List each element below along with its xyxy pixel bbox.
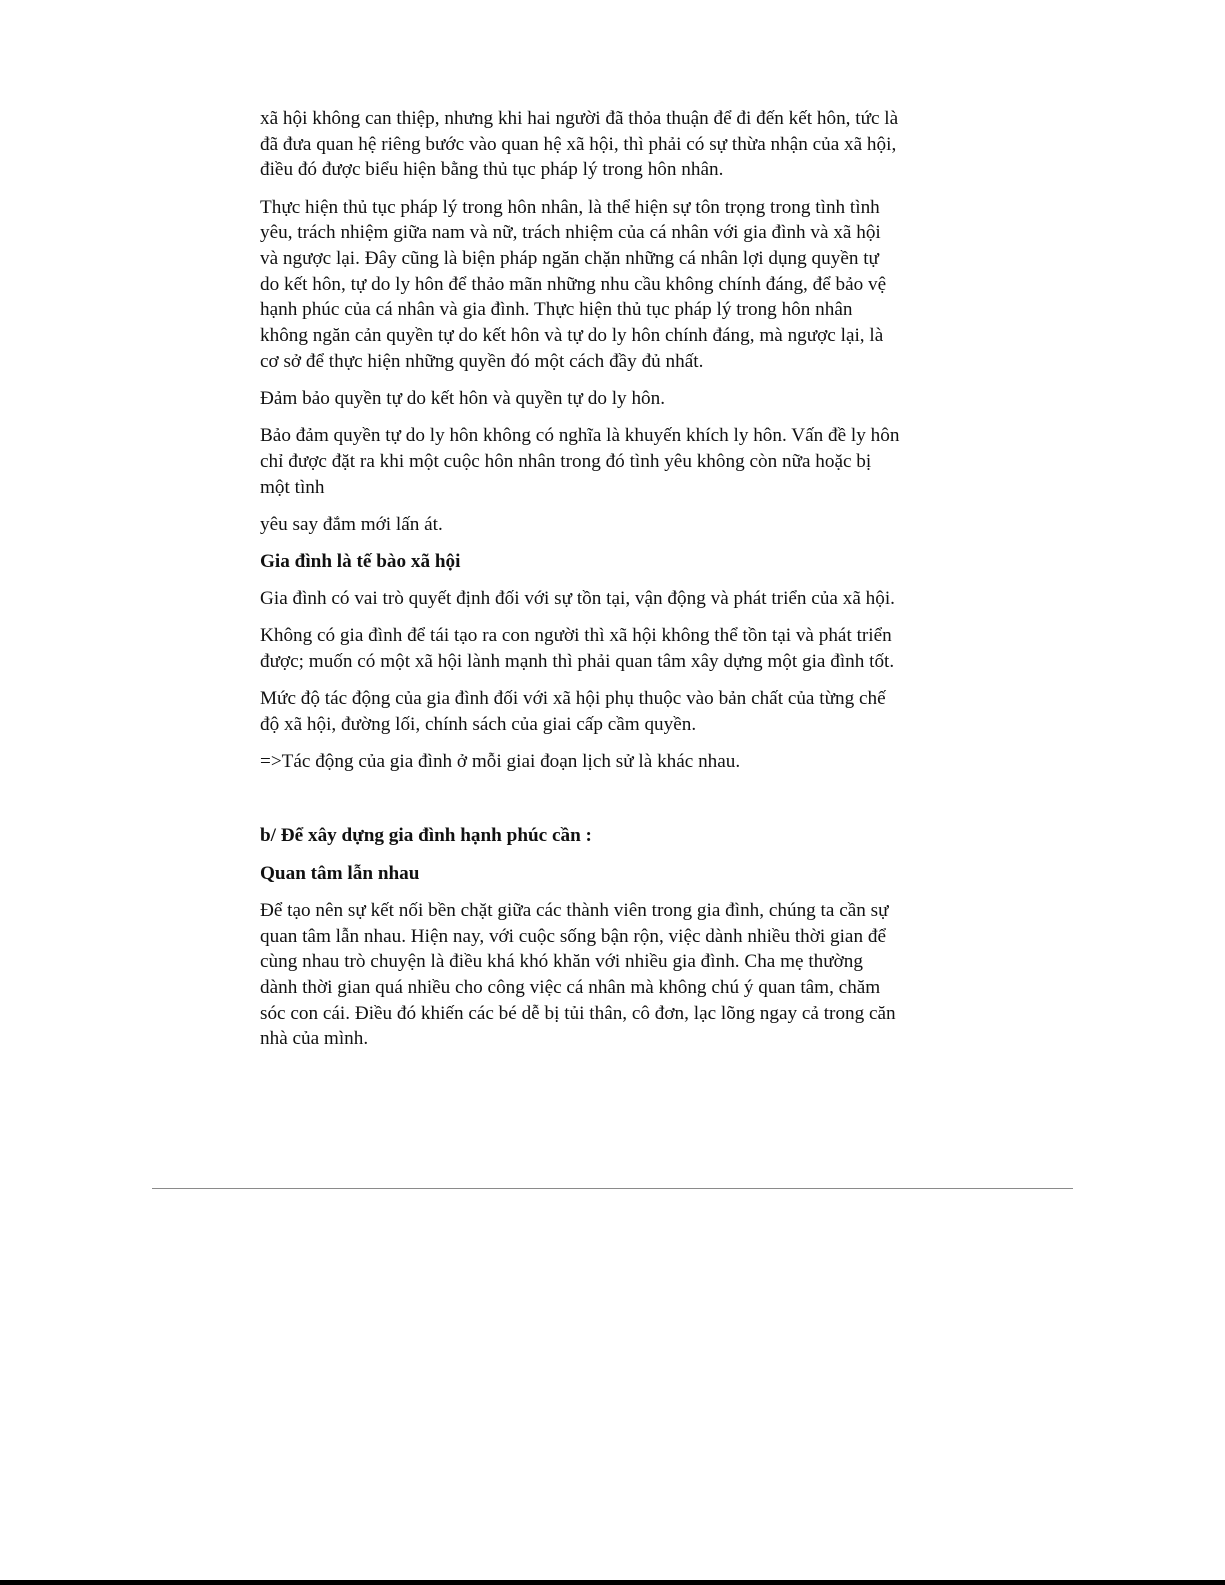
bottom-edge-bar: [0, 1580, 1225, 1585]
heading-section-b: b/ Để xây dựng gia đình hạnh phúc cần :: [260, 825, 592, 847]
heading-family-cell: Gia đình là tế bào xã hội: [260, 551, 461, 573]
paragraph-divorce: Bảo đảm quyền tự do ly hôn không có nghĩa là khuyến khích ly hôn. Vấn đề ly hôn chỉ được đặt ra khi một cuộc hôn nhân trong đó tình yêu không còn nữa hoặc bị một tình: [260, 425, 900, 498]
document-page-content: [260, 106, 965, 1064]
page-divider-line: [152, 1188, 1073, 1189]
paragraph-family-role: Gia đình có vai trò quyết định đối với sự tồn tại, vận động và phát triển của xã hội.: [260, 588, 895, 610]
paragraph-mutual-care: Để tạo nên sự kết nối bền chặt giữa các thành viên trong gia đình, chúng ta cần sự quan tâm lẫn nhau. Hiện nay, với cuộc sống bận rộn, việc dành nhiều thời gian để cùng nhau trò chuyện là điều khá khó khăn với nhiều gia đình. Cha mẹ thường dành thời gian quá nhiều cho công việc cá nhân mà không chú ý quan tâm, chăm sóc con cái. Điều đó khiến các bé dễ bị tủi thân, cô đơn, lạc lõng ngay cả trong căn nhà của mình.: [260, 899, 896, 1050]
heading-mutual-care: Quan tâm lẫn nhau: [260, 862, 420, 884]
section-spacer: [260, 786, 965, 823]
paragraph-legal-procedure: Thực hiện thủ tục pháp lý trong hôn nhân, là thể hiện sự tôn trọng trong tình tình yêu, trách nhiệm giữa nam và nữ, trách nhiệm của cá nhân với gia đình và xã hội và ngược lại. Đây cũng là biện pháp ngăn chặn những cá nhân lợi dụng quyền tự do kết hôn, tự do ly hôn để thảo mãn những nhu cầu không chính đáng, để bảo vệ hạnh phúc của cá nhân và gia đình. Thực hiện thủ tục pháp lý trong hôn nhân không ngăn cản quyền tự do kết hôn và tự do ly hôn chính đáng, mà ngược lại, là cơ sở để thực hiện những quyền đó một cách đầy đủ nhất.: [260, 196, 887, 372]
paragraph-freedom-rights: Đảm bảo quyền tự do kết hôn và quyền tự do ly hôn.: [260, 388, 666, 410]
paragraph-marriage-legal: xã hội không can thiệp, nhưng khi hai người đã thỏa thuận để đi đến kết hôn, tức là đã đưa quan hệ riêng bước vào quan hệ xã hội, thì phải có sự thừa nhận của xã hội, điều đó được biểu hiện bằng thủ tục pháp lý trong hôn nhân.: [260, 108, 899, 181]
paragraph-family-reproduction: Không có gia đình để tái tạo ra con người thì xã hội không thể tồn tại và phát triển được; muốn có một xã hội lành mạnh thì phải quan tâm xây dựng một gia đình tốt.: [260, 625, 895, 673]
paragraph-family-impact: Mức độ tác động của gia đình đối với xã hội phụ thuộc vào bản chất của từng chế độ xã hội, đường lối, chính sách của giai cấp cầm quyền.: [260, 688, 886, 736]
paragraph-family-history: =>Tác động của gia đình ở mỗi giai đoạn lịch sử là khác nhau.: [260, 751, 741, 773]
paragraph-divorce-continued: yêu say đắm mới lấn át.: [260, 513, 443, 535]
